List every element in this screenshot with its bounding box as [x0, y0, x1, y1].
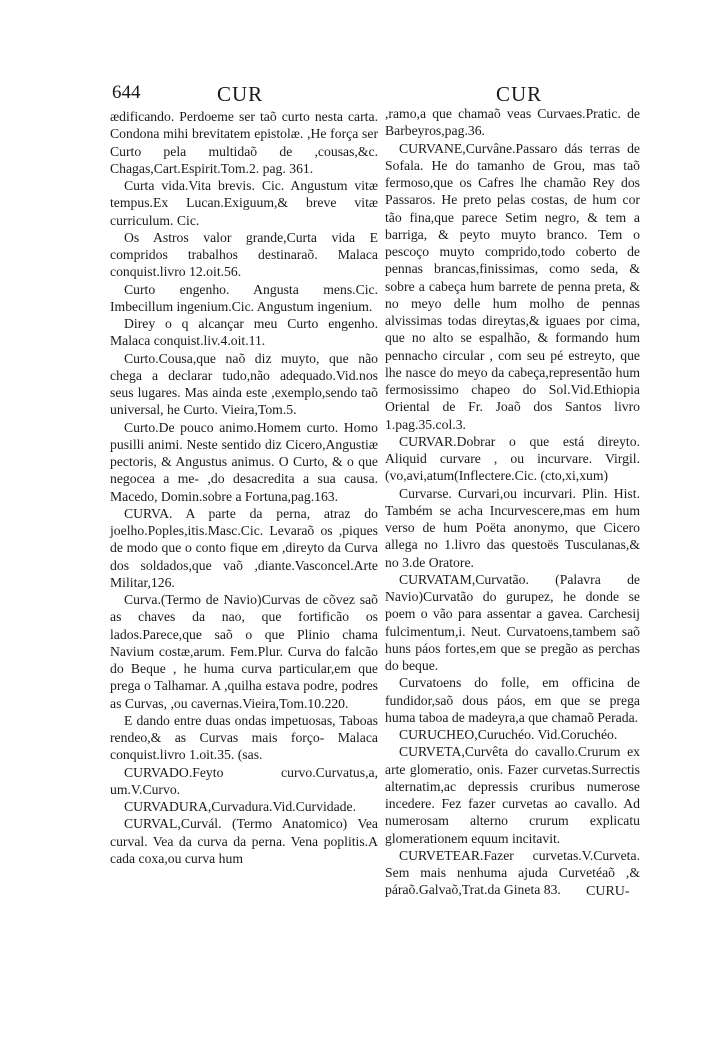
dictionary-entry: ædificando. Perdoeme ser taõ curto nesta carta. Condona mihi brevitatem epistolæ. ,He força ser Curto pela multidaõ de ,cousas,&c. Chagas,Cart.Espirit.Tom.2. pag. 361. [110, 109, 378, 176]
left-column [110, 108, 378, 867]
dictionary-entry: Curvatoens do folle, em officina de fundidor,saõ dous páos, em que se prega huma taboa de madeyra,a que chamaõ Perada. [385, 675, 640, 725]
dictionary-entry: CURVETEAR.Fazer curvetas.V.Curveta. Sem mais nenhuma ajuda Curvetéaõ ,& páraõ.Galvaõ,Trat.da Gineta 83. [385, 847, 640, 898]
running-head-right: CUR [496, 82, 543, 106]
dictionary-entry: CURVADO.Feyto curvo.Curvatus,a, um.V.Curvo. [110, 764, 378, 797]
dictionary-entry: CURVADURA,Curvadura.Vid.Curvidade. [124, 799, 357, 814]
dictionary-entry: Curto engenho. Angusta mens.Cic. Imbecillum ingenium.Cic. Angustum ingenium. [110, 281, 378, 314]
dictionary-entry: ,ramo,a que chamaõ veas Curvaes.Pratic. de Barbeyros,pag.36. [385, 106, 640, 139]
dictionary-entry: Direy o q alcançar meu Curto engenho. Malaca conquist.liv.4.oit.11. [110, 316, 378, 349]
dictionary-entry: Os Astros valor grande,Curta vida E compridos trabalhos destinaraõ. Malaca conquist.livro 12.oit.56. [110, 229, 378, 280]
dictionary-entry: Curvarse. Curvari,ou incurvari. Plin. Hist. Também se acha Incurvescere,mas em hum verso de hum Poëta anonymo, que Cicero allega no 1.livro das questoës Tusculanas,& no 3.de Oratore. [385, 485, 640, 570]
dictionary-entry: CURVA. A parte da perna, atraz do joelho.Poples,itis.Masc.Cic. Levaraõ os ,piques de modo que o conto fique em ,direyto da Curva dos soldados,que vaõ ,diante.Vasconcel.Arte Militar,126. [110, 505, 378, 590]
dictionary-entry: CURVAL,Curvál. (Termo Anatomico) Vea curval. Vea da curva da perna. Vena poplitis.A cada coxa,ou curva hum [110, 816, 378, 866]
dictionary-entry: CURVETA,Curvêta do cavallo.Crurum ex arte glomeratio, onis. Fazer curvetas.Surrectis alternatim,ac depressis cruribus numerose incedere. Fez fazer curvetas ao cavallo. Ad numerosam alterno crurum explicatu glomerationem equum incitavit. [385, 744, 640, 846]
page-number: 644 [112, 82, 141, 103]
dictionary-entry: CURUCHEO,Curuchéo. Vid.Coruchéo. [399, 727, 618, 742]
dictionary-entry: E dando entre duas ondas impetuosas, Taboas rendeo,& as Curvas mais forço- Malaca conquist.livro 1.oit.35. (sas. [110, 712, 378, 763]
dictionary-entry: Curto.De pouco animo.Homem curto. Homo pusilli animi. Neste sentido diz Cicero,Angustiæ pectoris, & Angustus animus. O Curto, & o que negocea a me- ,do desacredita a sua causa. Macedo, Domin.sobre a Fortuna,pag.163. [110, 419, 378, 504]
dictionary-entry: Curto.Cousa,que naõ diz muyto, que não chega a declarar tudo,não adequado.Vid.nos seus lugares. Mas ainda este ,exemplo,sendo taõ universal, he Curto. Vieira,Tom.5. [110, 350, 378, 418]
dictionary-entry: Curva.(Termo de Navio)Curvas de cõvez saõ as chaves da nao, que fortificão os lados.Parece,que saõ o que Plinio chama Navium costæ,arum. Fem.Plur. Curva do falcão do Beque , he huma curva particular,em que prega o Talhamar. A ,quilha estava podre, podres as Curvas, ,ou cavernas.Vieira,Tom.10.220. [110, 592, 378, 711]
running-head-left: CUR [217, 82, 264, 106]
dictionary-entry: CURVAR.Dobrar o que está direyto. Aliquid curvare , ou incurvare. Virgil. (vo,avi,atum(Inflectere.Cic. (cto,xi,xum) [385, 433, 640, 484]
dictionary-entry: CURVANE,Curvâne.Passaro dás terras de Sofala. He do tamanho de Grou, mas taõ fermoso,que os Cafres lhe chamão Rey dos Passaros. He preto pelas costas, de hum cor tão fina,que parece Setim negro, & tem a barriga, & peyto muyto branco. Tem o pescoço muyto comprido,todo coberto de pennas brancas,finissimas, como seda, & sobre a cabeça hum barrete de penna preta, & no meyo delle hum molho de pennas alvissimas todas direytas,& iguaes por cima, que no alto se espalhão, & formando hum pennacho circular , com seu pé estreyto, que lhe nasce do meyo da cabeça,representão hum fermosissimo chapeo do Sol.Vid.Ethiopia Oriental de Fr. Joaõ dos Santos livro 1.pag.35.col.3. [385, 140, 640, 432]
catchword: CURU- [586, 884, 630, 899]
right-column [385, 105, 640, 899]
dictionary-entry: CURVATAM,Curvatão. (Palavra de Navio)Curvatão do gurupez, he donde se poem o vão para assentar a gavea. Carchesij fulcimentum,i. Neut. Curvatoens,tambem saõ huns páos fortes,em que se pregão as perchas do beque. [385, 571, 640, 673]
dictionary-entry: Curta vida.Vita brevis. Cic. Angustum vitæ tempus.Ex Lucan.Exiguum,& breve vitæ curriculum. Cic. [110, 178, 378, 228]
